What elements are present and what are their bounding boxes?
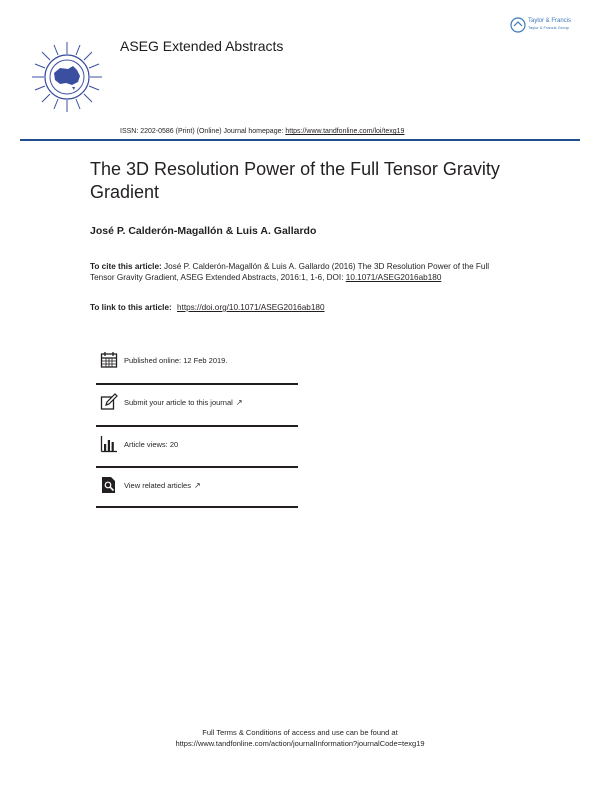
article-title: The 3D Resolution Power of the Full Tensor Gravity Gradient	[90, 159, 500, 202]
submit-article-row[interactable]	[96, 385, 298, 425]
publisher-logo-line1: Taylor & Francis	[528, 18, 572, 24]
issn-line	[120, 128, 404, 135]
article-views-label: Article views: 20	[124, 440, 179, 449]
citation-block	[90, 261, 510, 283]
article-link-line	[90, 303, 325, 312]
edit-icon	[100, 393, 118, 411]
aseg-logo	[30, 40, 104, 114]
related-articles-text: View related articles	[124, 481, 191, 490]
article-doi-link[interactable]: https://doi.org/10.1071/ASEG2016ab180	[177, 303, 325, 312]
footer-terms-link[interactable]: https://www.tandfonline.com/action/journalInformation?journalCode=texg19	[175, 739, 425, 748]
journal-title[interactable]: ASEG Extended Abstracts	[120, 38, 284, 54]
related-articles-row[interactable]	[96, 468, 298, 508]
footer-line1: Full Terms & Conditions of access and use can be found at	[202, 728, 398, 737]
search-document-icon	[100, 476, 118, 494]
article-views-row	[96, 427, 298, 467]
link-label: To link to this article:	[90, 303, 172, 312]
cite-label: To cite this article:	[90, 262, 162, 271]
footer	[0, 727, 600, 749]
issn-text: ISSN: 2202-0586 (Print) (Online) Journal homepage:	[120, 128, 284, 135]
external-link-icon: ↗	[193, 481, 201, 490]
bar-chart-icon	[100, 435, 118, 453]
journal-homepage-link[interactable]: https://www.tandfonline.com/loi/texg19	[285, 128, 405, 135]
header-divider	[20, 139, 580, 141]
related-articles-label[interactable]	[124, 481, 201, 490]
article-authors[interactable]: José P. Calderón-Magallón & Luis A. Gallardo	[90, 225, 317, 237]
published-online-row	[96, 343, 298, 383]
publisher-logo[interactable]	[528, 18, 571, 30]
cite-doi-link[interactable]: 10.1071/ASEG2016ab180	[345, 273, 442, 282]
published-online-label: Published online: 12 Feb 2019.	[124, 356, 228, 365]
submit-article-text: Submit your article to this journal	[124, 398, 233, 407]
calendar-icon	[100, 351, 118, 369]
publisher-logo-icon	[510, 17, 526, 33]
submit-article-label[interactable]	[124, 398, 243, 407]
publisher-logo-line2: Taylor & Francis Group	[528, 25, 569, 30]
external-link-icon: ↗	[235, 398, 243, 407]
cite-text: José P. Calderón-Magallón & Luis A. Gallardo (2016) The 3D Resolution Power of the Full Tensor Gravity Gradient, ASEG Extended Abstracts, 2016:1, 1-6, DOI:	[90, 262, 490, 282]
panel-divider	[96, 506, 298, 508]
